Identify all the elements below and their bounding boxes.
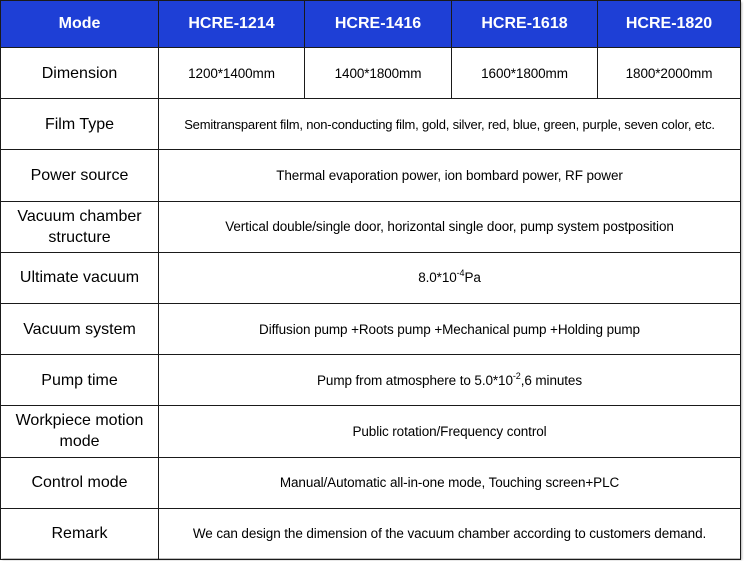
value-remark: We can design the dimension of the vacuum chamber according to customers demand. <box>159 508 741 559</box>
row-workpiece-motion <box>1 406 741 457</box>
label-vacuum-chamber-line2: structure <box>48 228 111 246</box>
label-remark: Remark <box>1 508 159 559</box>
value-ultimate-vacuum <box>159 252 741 303</box>
value-film-type: Semitransparent film, non-conducting film, gold, silver, red, blue, green, purple, seven color, etc. <box>159 99 741 150</box>
label-vacuum-chamber <box>1 201 159 252</box>
dimension-1618: 1600*1800mm <box>452 48 598 99</box>
value-power-source: Thermal evaporation power, ion bombard power, RF power <box>159 150 741 201</box>
header-model-1214: HCRE-1214 <box>159 1 305 48</box>
value-vacuum-chamber: Vertical double/single door, horizontal single door, pump system postposition <box>159 201 741 252</box>
row-control-mode <box>1 457 741 508</box>
label-pump-time: Pump time <box>1 355 159 406</box>
header-model-1416: HCRE-1416 <box>305 1 452 48</box>
label-workpiece-motion <box>1 406 159 457</box>
pump-time-base: Pump from atmosphere to 5.0*10 <box>317 372 513 388</box>
row-ultimate-vacuum <box>1 252 741 303</box>
value-pump-time <box>159 355 741 406</box>
row-vacuum-system <box>1 303 741 354</box>
ultimate-vacuum-exponent: -4 <box>456 268 465 279</box>
label-workpiece-motion-line2: mode <box>59 433 100 451</box>
label-workpiece-motion-line1: Workpiece motion <box>15 412 144 430</box>
dimension-1820: 1800*2000mm <box>598 48 741 99</box>
row-pump-time <box>1 355 741 406</box>
label-film-type: Film Type <box>1 99 159 150</box>
row-power-source <box>1 150 741 201</box>
value-vacuum-system: Diffusion pump +Roots pump +Mechanical pump +Holding pump <box>159 303 741 354</box>
label-dimension: Dimension <box>1 48 159 99</box>
row-film-type <box>1 99 741 150</box>
pump-time-rest: ,6 minutes <box>520 372 582 388</box>
value-control-mode: Manual/Automatic all-in-one mode, Touching screen+PLC <box>159 457 741 508</box>
row-remark <box>1 508 741 559</box>
pump-time-exponent: -2 <box>512 370 521 381</box>
header-mode: Mode <box>1 1 159 48</box>
label-vacuum-chamber-line1: Vacuum chamber <box>17 207 142 225</box>
dimension-1214: 1200*1400mm <box>159 48 305 99</box>
label-power-source: Power source <box>1 150 159 201</box>
ultimate-vacuum-base: 8.0*10 <box>418 270 457 286</box>
value-workpiece-motion: Public rotation/Frequency control <box>159 406 741 457</box>
dimension-1416: 1400*1800mm <box>305 48 452 99</box>
header-model-1820: HCRE-1820 <box>598 1 741 48</box>
label-ultimate-vacuum: Ultimate vacuum <box>1 252 159 303</box>
header-row <box>1 1 741 48</box>
row-vacuum-chamber <box>1 201 741 252</box>
row-dimension <box>1 48 741 99</box>
label-control-mode: Control mode <box>1 457 159 508</box>
label-vacuum-system: Vacuum system <box>1 303 159 354</box>
header-model-1618: HCRE-1618 <box>452 1 598 48</box>
ultimate-vacuum-unit: Pa <box>464 270 481 286</box>
